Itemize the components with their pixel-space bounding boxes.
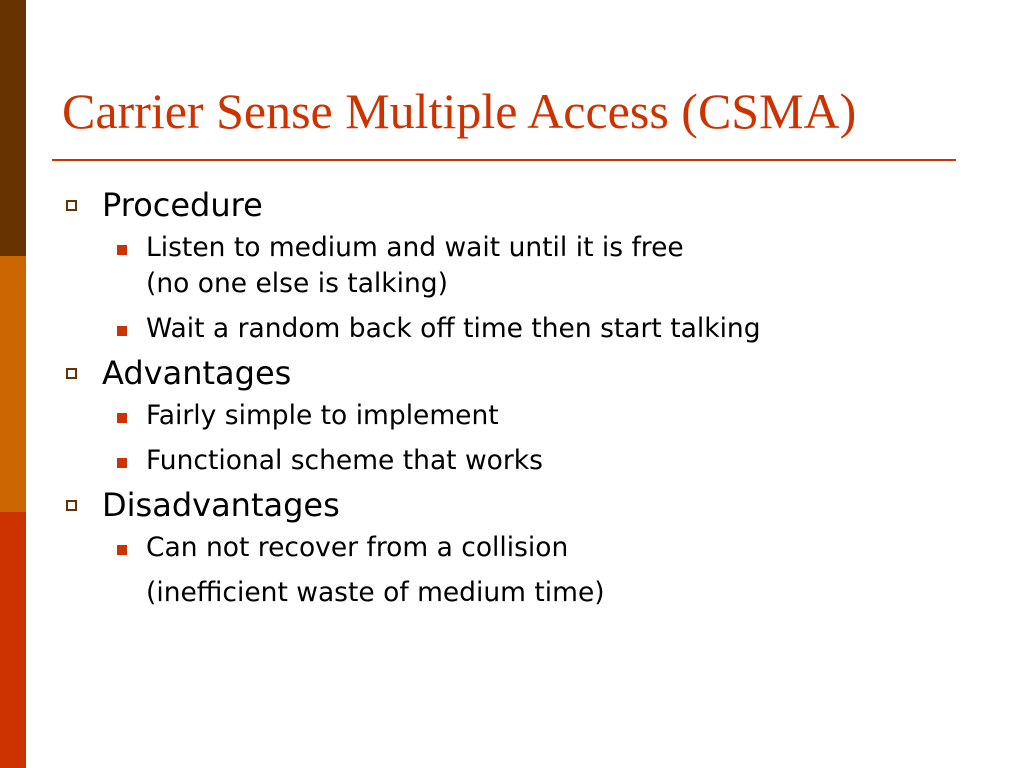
filled-square-bullet-icon	[117, 245, 127, 255]
sub-bullet-text: Fairly simple to implement	[146, 400, 499, 431]
hollow-square-bullet-icon	[66, 500, 77, 511]
filled-square-bullet-icon	[117, 413, 127, 423]
filled-square-bullet-icon	[117, 326, 127, 336]
sub-bullet-text: Functional scheme that works	[146, 445, 543, 476]
bullet-heading: Procedure	[102, 186, 263, 224]
bullet-advantages	[62, 350, 992, 396]
sub-bullet-text: Can not recover from a collision	[146, 532, 569, 563]
sub-bullet-text: Wait a random back off time then start talking	[146, 313, 761, 344]
hollow-square-bullet-icon	[66, 368, 77, 379]
bullet-procedure	[62, 182, 992, 228]
side-bar-dark-brown	[0, 0, 26, 256]
filled-square-bullet-icon	[117, 458, 127, 468]
filled-square-bullet-icon	[117, 545, 127, 555]
sub-bullet	[62, 530, 992, 611]
sub-bullet-text: (inefficient waste of medium time)	[146, 577, 605, 608]
bullet-heading: Disadvantages	[102, 486, 340, 524]
title-underline	[52, 159, 956, 161]
sub-bullet	[62, 311, 992, 347]
side-bar-orange	[0, 256, 26, 512]
bullet-list	[62, 182, 992, 611]
sub-bullet	[62, 230, 992, 302]
sub-bullet-text: (no one else is talking)	[146, 268, 448, 299]
bullet-disadvantages	[62, 482, 992, 528]
hollow-square-bullet-icon	[66, 200, 77, 211]
sub-bullet-text: Listen to medium and wait until it is free	[146, 232, 684, 263]
sub-bullet	[62, 398, 992, 434]
sub-bullet	[62, 443, 992, 479]
bullet-heading: Advantages	[102, 354, 292, 392]
slide-title: Carrier Sense Multiple Access (CSMA)	[62, 83, 857, 139]
side-bar-red	[0, 512, 26, 768]
